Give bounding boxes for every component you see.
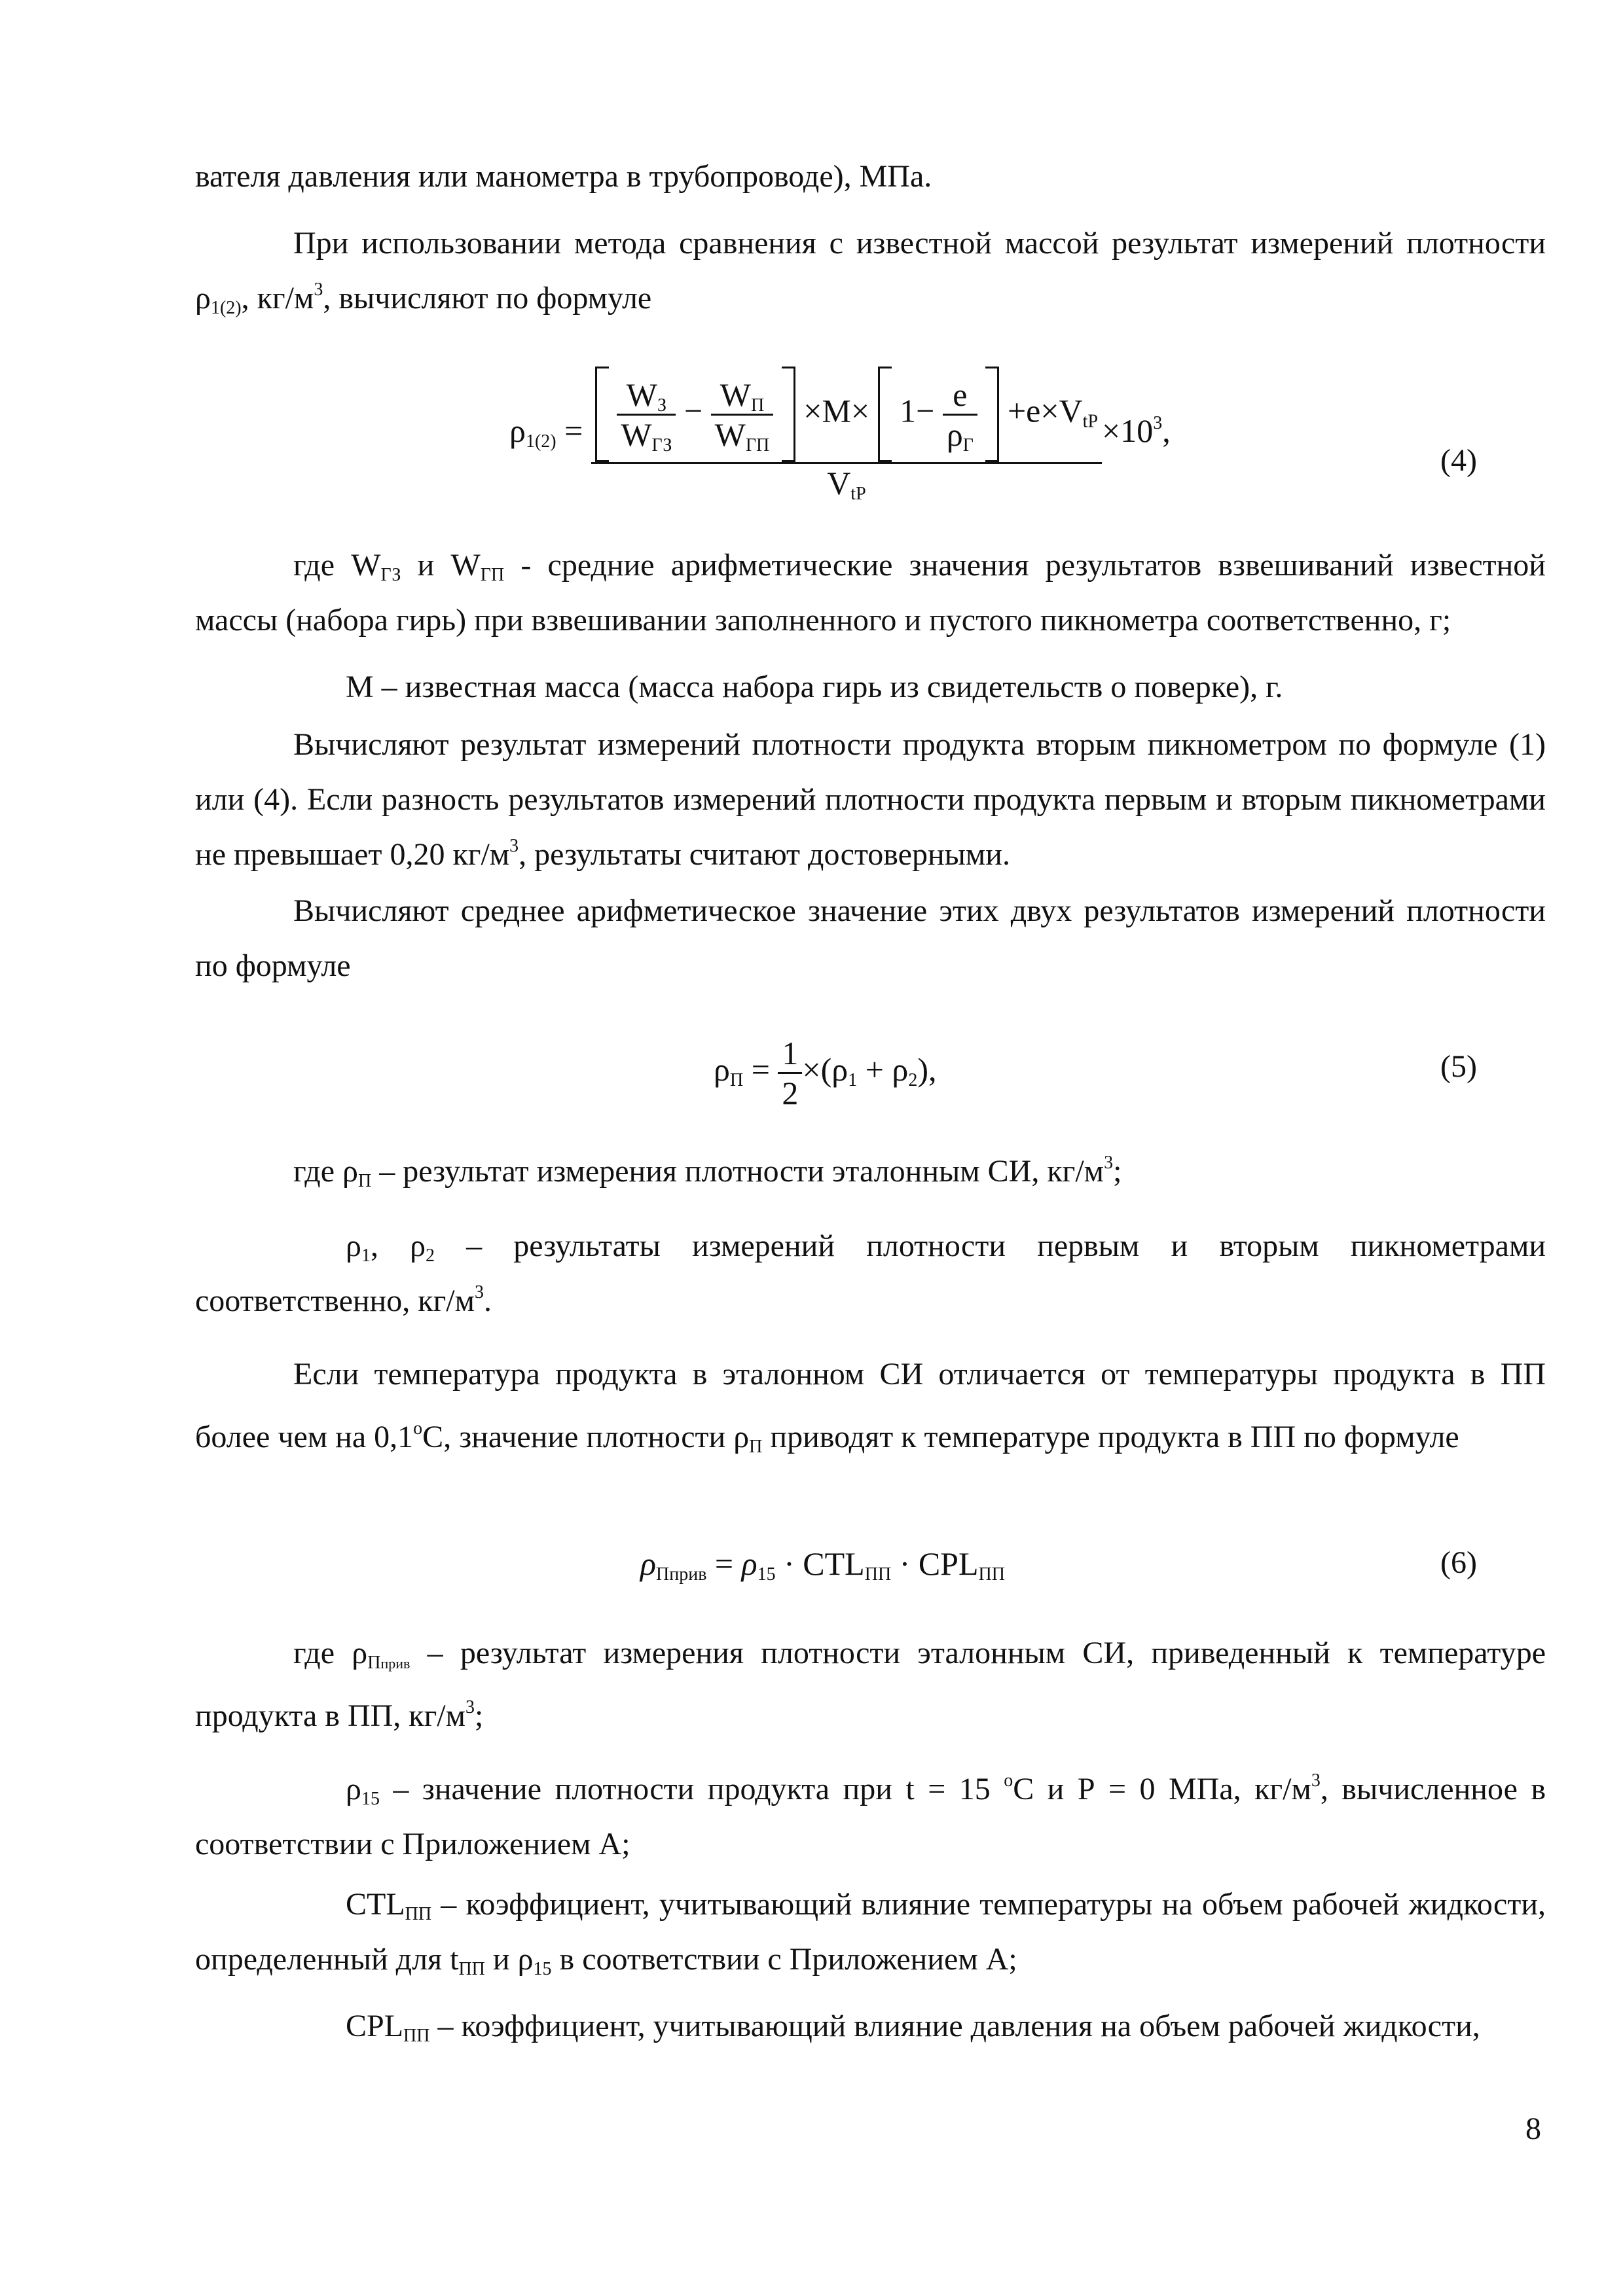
paragraph-4: М – известная масса (масса набора гирь из свидетельств о поверке), г.	[346, 670, 1283, 704]
paragraph-11: $\rho_{15}$ – значение плотности продукта при t = 15 $^о$С и Р = 0 МПа, $кг/м^3$, вычисленное в соответствии с Приложением А;	[195, 1770, 1546, 1861]
paragraph-6: Вычисляют среднее арифметическое значение этих двух результатов измерений плотности по формуле	[195, 893, 1546, 983]
paragraph-7: где $\rho_П$ – результат измерения плотности эталонным СИ, $кг/м^3$;	[293, 1153, 1122, 1191]
equation-number-5: (5)	[1440, 1049, 1477, 1084]
formula-5: $\rho_П$ = $\frac{1}{2}$ $\times(\rho_1 + \rho_2)$,	[714, 1035, 937, 1111]
paragraph-13: $CPL_{ПП}$ – коэффициент, учитывающий влияние давления на объем рабочей жидкости,	[346, 2009, 1480, 2046]
formula-6: $\rho_{Пприв} = \rho_{15} \cdot CTL_{ПП} \cdot CPL_{ПП}$	[640, 1545, 1005, 1585]
paragraph-12: $CTL_{ПП}$ – коэффициент, учитывающий влияние температуры на объем рабочей жидкости, определенный для $t_{ПП}$ и $\rho_{15}$ в соответствии с Приложением А;	[195, 1887, 1546, 1979]
page-number: 8	[1525, 2111, 1541, 2146]
equation-number-4: (4)	[1440, 443, 1477, 478]
paragraph-5: Вычисляют результат измерений плотности продукта вторым пикнометром по формуле (1) или (4). Если разность результатов измерений плотности продукта первым и вторым пикнометрами не превышает 0,20 $кг/м^3$, результаты считают достоверными.	[195, 727, 1546, 872]
paragraph-10: где $\rho_{Пприв}$ – результат измерения плотности эталонным СИ, приведенный к температуре продукта в ПП, $кг/м^3$;	[195, 1636, 1546, 1733]
equation-number-6: (6)	[1440, 1545, 1477, 1580]
formula-4-fraction: $\frac{W_З}{W_{ГЗ}}$ − $\frac{W_П}{W_{ГП}}$ ×M× 1− $\frac{e}{\rho_Г}$ $+e\times V_{tP}$ $V_{tP}$	[591, 367, 1102, 502]
paragraph-2: При использовании метода сравнения с известной массой результат измерений плотности $\rho_{1(2)}$, $кг/м^3$, вычисляют по формуле	[195, 226, 1546, 318]
paragraph-3: где $W_{ГЗ}$ и $W_{ГП}$ - средние арифметические значения результатов взвешиваний известной массы (набора гирь) при взвешивании заполненного и пустого пикнометра соответственно, г;	[195, 548, 1546, 637]
paragraph-8: $\rho_1$, $\rho_2$ – результаты измерений плотности первым и вторым пикнометрами соответственно, $кг/м^3$.	[195, 1229, 1546, 1318]
paragraph-1: вателя давления или манометра в трубопроводе), МПа.	[195, 159, 932, 194]
formula-4: $\rho_{1(2)}$ = $\frac{W_З}{W_{ГЗ}}$ − $\frac{W_П}{W_{ГП}}$ ×M× 1− $\frac{e}{\rho_Г}$ $+e\times V_{tP}$ $V_{tP}$ $\times 10^3$,	[509, 367, 1171, 502]
paragraph-9: Если температура продукта в эталонном СИ отличается от температуры продукта в ПП более чем на $0,1^оС$, значение плотности $\rho_П$ приводят к температуре продукта в ПП по формуле	[195, 1357, 1546, 1457]
